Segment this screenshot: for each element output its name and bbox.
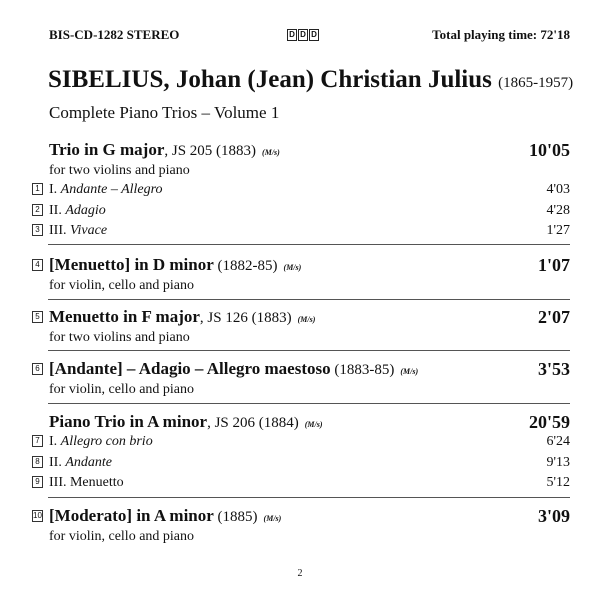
track-number: 6 <box>32 363 43 375</box>
work-duration: 3'09 <box>537 506 570 526</box>
instrumentation: for violin, cello and piano <box>49 529 195 544</box>
work-duration: 2'07 <box>537 307 570 327</box>
track-number: 4 <box>32 259 43 271</box>
section-divider <box>48 244 570 245</box>
work-name: [Andante] – Adagio – Allegro maestoso <box>49 359 331 378</box>
ms-label: (M/s) <box>297 315 316 324</box>
movement-duration: 9'13 <box>546 455 570 470</box>
work-info: , JS 126 (1883) <box>199 310 292 326</box>
work-info: (1883-85) <box>330 362 395 378</box>
track-number: 10 <box>33 511 42 520</box>
movement-duration: 4'28 <box>546 203 570 218</box>
work-name: [Moderato] in A minor <box>49 506 214 525</box>
movement-duration: 4'03 <box>546 182 570 197</box>
total-playing-time: Total playing time: 72'18 <box>432 27 570 42</box>
movement-title: I. Allegro con brio <box>49 434 153 449</box>
movement-title: II. Adagio <box>49 203 106 218</box>
page-number: 2 <box>297 568 303 579</box>
ms-label: (M/s) <box>263 514 282 523</box>
movement-title: II. Andante <box>49 455 112 470</box>
work-title <box>49 506 281 529</box>
instrumentation: for two violins and piano <box>49 163 190 178</box>
movement-title: III. Menuetto <box>49 475 124 490</box>
ddd-box: D <box>309 29 319 41</box>
movement-title: I. Andante – Allegro <box>49 182 163 197</box>
work-info: , JS 205 (1883) <box>164 143 257 159</box>
work-title <box>49 255 301 278</box>
work-info: (1885) <box>213 509 258 525</box>
movement-duration: 6'24 <box>546 434 570 449</box>
track-number: 5 <box>32 311 43 323</box>
movement-title: III. Vivace <box>49 223 108 238</box>
work-title <box>49 140 280 163</box>
catalog-number: BIS-CD-1282 STEREO <box>49 27 180 42</box>
ddd-badge <box>287 29 319 41</box>
work-name: Piano Trio in A minor <box>49 412 208 431</box>
movement-duration: 1'27 <box>546 223 570 238</box>
work-duration: 10'05 <box>528 140 570 160</box>
ddd-box: D <box>287 29 297 41</box>
work-info: , JS 206 (1884) <box>207 415 299 431</box>
ms-label: (M/s) <box>304 420 323 429</box>
track-number: 2 <box>32 204 43 216</box>
album-subtitle: Complete Piano Trios – Volume 1 <box>49 103 280 122</box>
section-divider <box>48 403 570 404</box>
work-title <box>49 412 323 435</box>
track-number: 9 <box>32 476 43 488</box>
movement-duration: 5'12 <box>546 475 570 490</box>
ms-label: (M/s) <box>400 367 419 376</box>
composer-dates: (1865-1957) <box>498 75 574 91</box>
section-divider <box>48 350 570 351</box>
instrumentation: for violin, cello and piano <box>49 382 195 397</box>
ddd-box: D <box>298 29 308 41</box>
work-info: (1882-85) <box>213 258 278 274</box>
work-title <box>49 359 418 382</box>
ms-label: (M/s) <box>262 148 280 157</box>
track-number: 7 <box>32 435 43 447</box>
section-divider <box>48 299 570 300</box>
track-number: 1 <box>32 183 43 195</box>
work-duration: 20'59 <box>528 412 570 432</box>
work-name: [Menuetto] in D minor <box>49 255 214 274</box>
instrumentation: for violin, cello and piano <box>49 278 195 293</box>
track-number: 3 <box>32 224 43 236</box>
composer-heading <box>48 65 573 98</box>
work-duration: 3'53 <box>537 359 570 379</box>
work-name: Menuetto in F major <box>49 307 200 326</box>
instrumentation: for two violins and piano <box>49 330 190 345</box>
composer-name: SIBELIUS, Johan (Jean) Christian Julius <box>48 66 492 93</box>
track-number: 8 <box>32 456 43 468</box>
ms-label: (M/s) <box>283 263 302 272</box>
work-duration: 1'07 <box>537 255 570 275</box>
work-name: Trio in G major <box>49 140 165 159</box>
work-title <box>49 307 315 330</box>
section-divider <box>48 497 570 498</box>
